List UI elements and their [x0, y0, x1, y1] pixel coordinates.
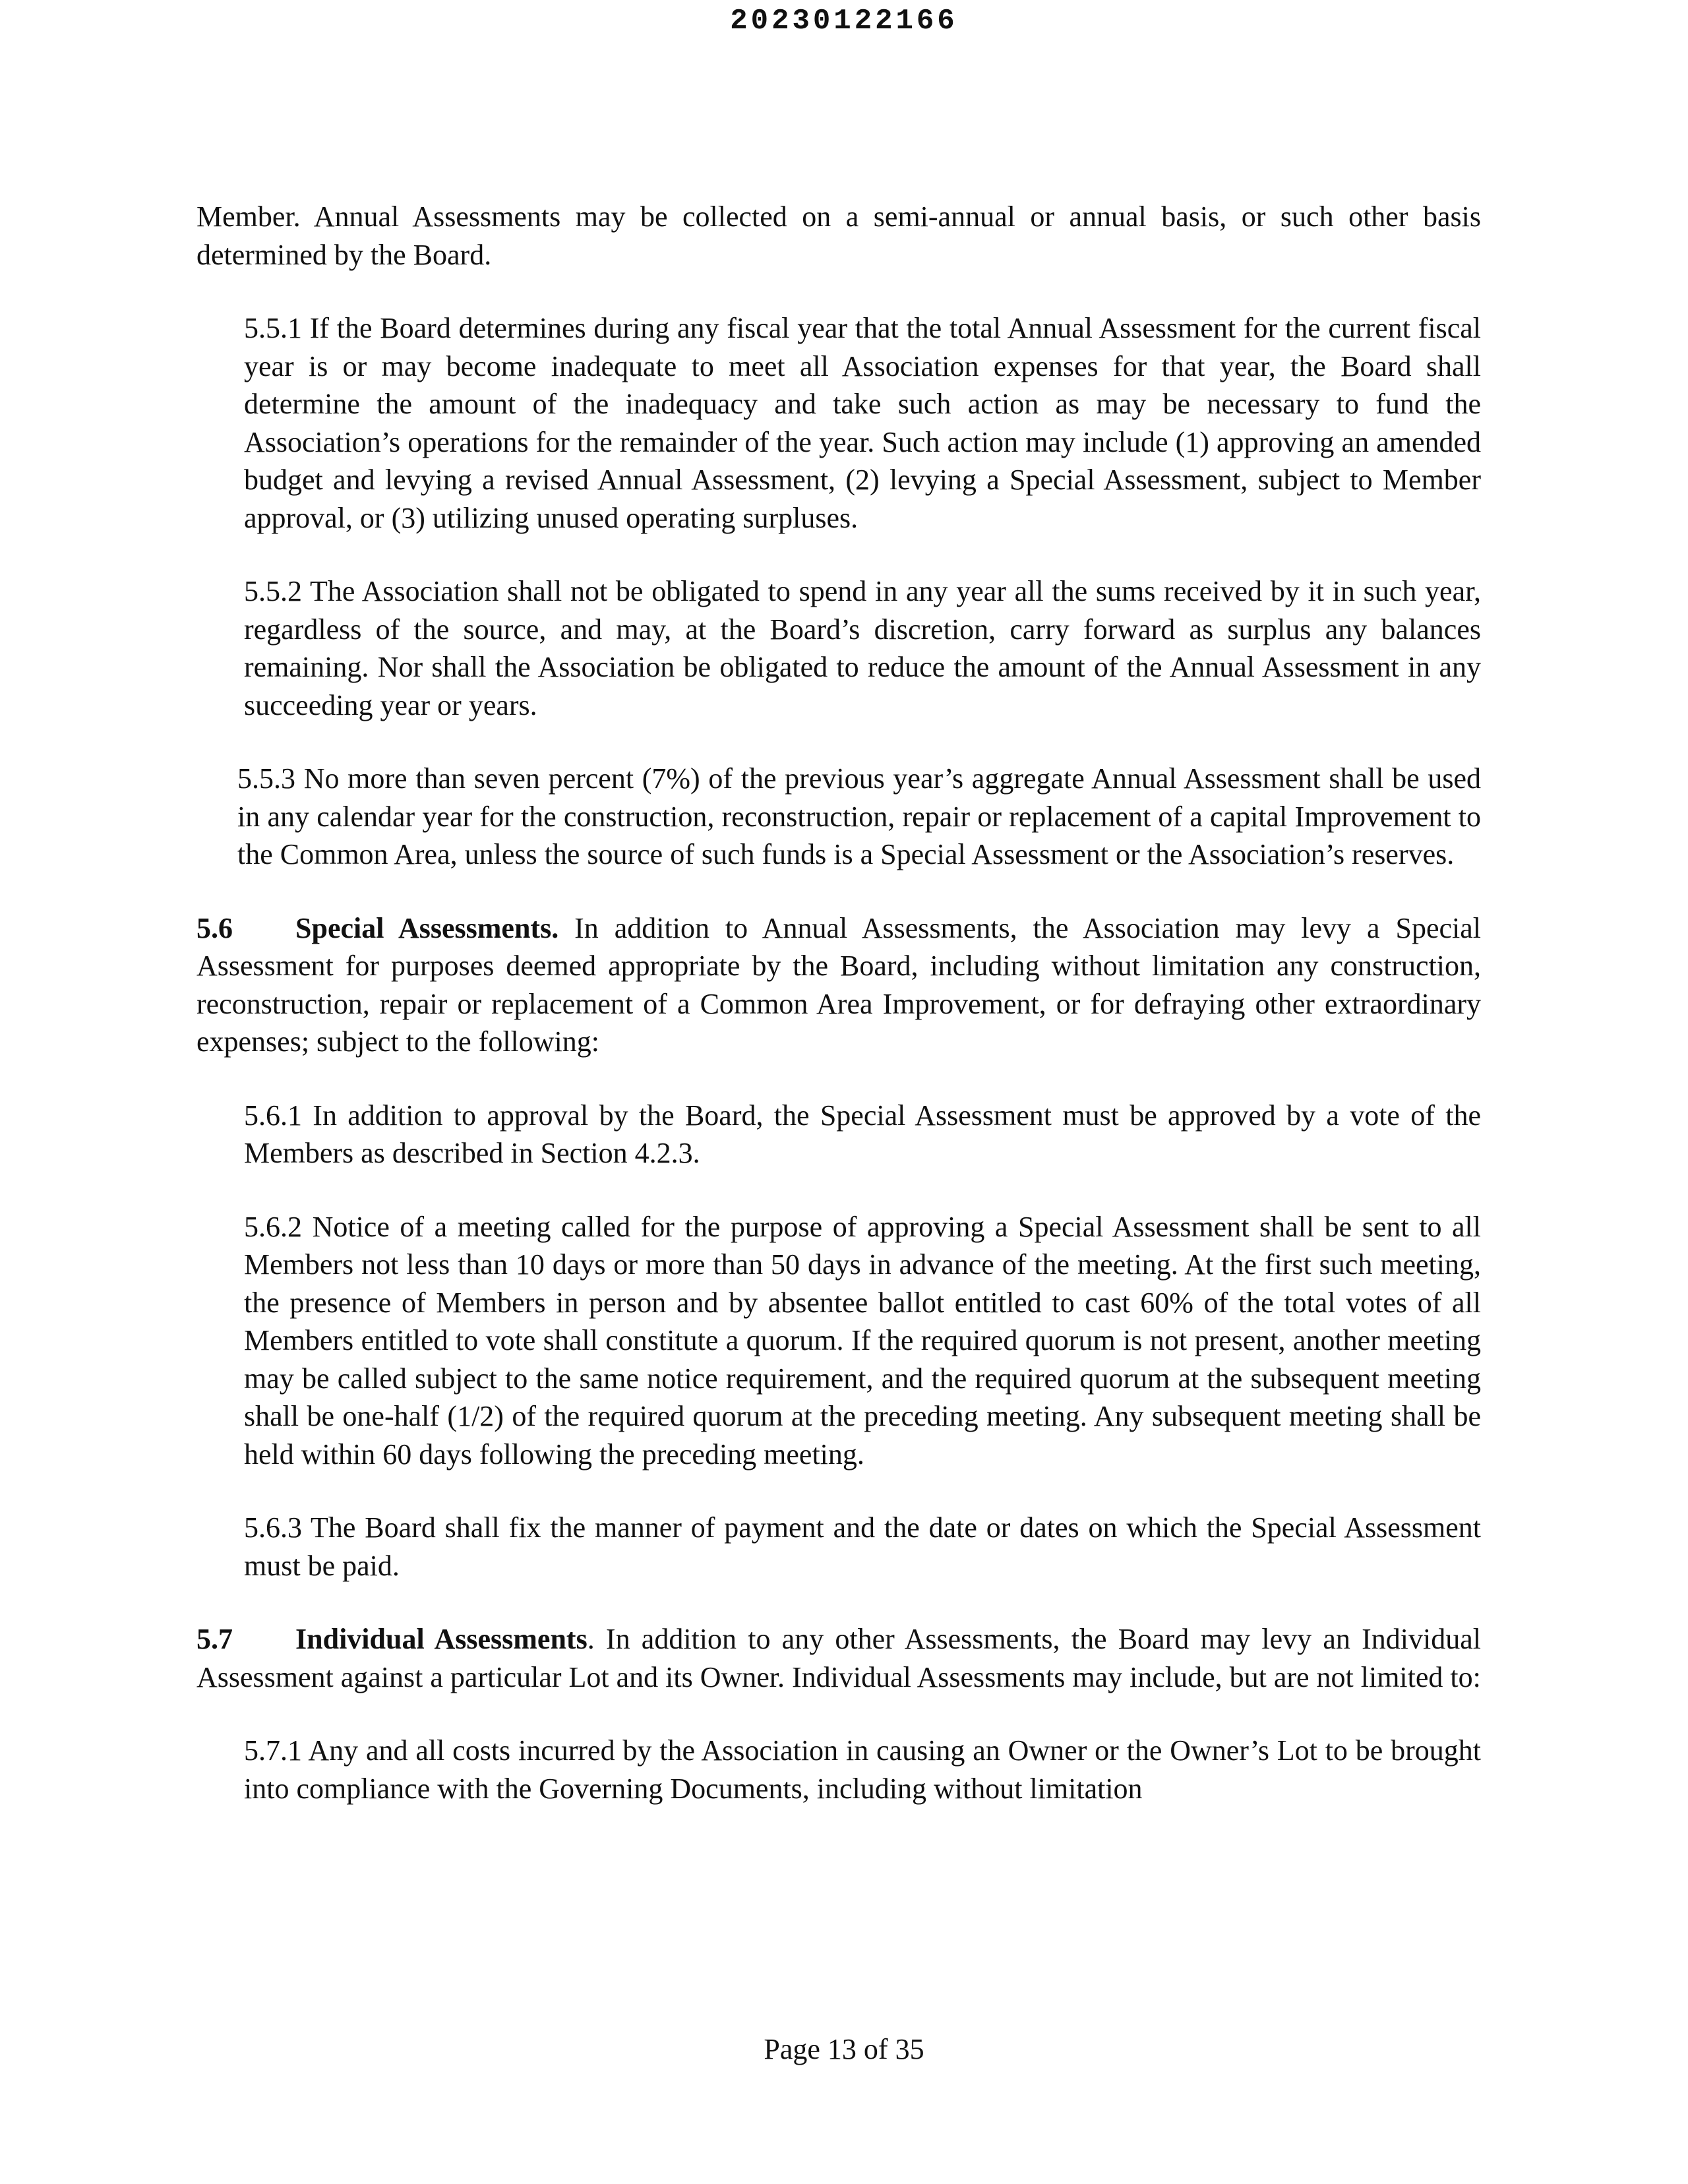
section-5-6-text: In addition to Annual Assessments, the Association may levy a Special Assessment for purposes deemed appropriate by the Board, including without limitation any construction, reconstruction, repair or replacement of a Common Area Improvement, or for defraying other extraordinary expenses; subject to the following:: [196, 911, 1481, 1058]
paragraph-5-5-3: 5.5.3 No more than seven percent (7%) of the previous year’s aggregate Annual Assessment shall be used in any calendar year for the construction, reconstruction, repair or replacement of a capital Improvement to the Common Area, unless the source of such funds is a Special Assessment or the Association’s reserves.: [237, 762, 1481, 870]
page-body: [196, 198, 1481, 1843]
paragraph-5-5-1: 5.5.1 If the Board determines during any fiscal year that the total Annual Assessment for the current fiscal year is or may become inadequate to meet all Association expenses for that year, the Board shall determine the amount of the inadequacy and take such action as may be necessary to fund the Association’s operations for the remainder of the year. Such action may include (1) approving an amended budget and levying a revised Annual Assessment, (2) levying a Special Assessment, subject to Member approval, or (3) utilizing unused operating surpluses.: [244, 312, 1481, 534]
section-5-7-title: Individual Assessments: [295, 1623, 588, 1655]
paragraph-5-7-1: 5.7.1 Any and all costs incurred by the Association in causing an Owner or the Owner’s Lot to be brought into compliance with the Governing Documents, including without limitation: [244, 1734, 1481, 1805]
section-5-6-title: Special Assessments.: [295, 911, 559, 944]
page-number: Page 13 of 35: [764, 2033, 924, 2065]
section-5-7: [196, 1620, 1481, 1696]
section-5-6-number: 5.6: [196, 911, 233, 944]
section-5-7-text: . In addition to any other Assessments, the Board may levy an Individual Assessment against a particular Lot and its Owner. Individual Assessments may include, but are not limited to:: [196, 1623, 1481, 1693]
paragraph-5-6-3: 5.6.3 The Board shall fix the manner of payment and the date or dates on which the Special Assessment must be paid.: [244, 1511, 1481, 1582]
document-number: 20230122166: [730, 5, 958, 38]
section-5-6: [196, 909, 1481, 1061]
section-5-7-number: 5.7: [196, 1623, 233, 1655]
paragraph-5-6-1: 5.6.1 In addition to approval by the Board, the Special Assessment must be approved by a vote of the Members as described in Section 4.2.3.: [244, 1099, 1481, 1169]
paragraph-intro: Member. Annual Assessments may be collected on a semi-annual or annual basis, or such other basis determined by the Board.: [196, 200, 1481, 271]
paragraph-5-6-2: 5.6.2 Notice of a meeting called for the purpose of approving a Special Assessment shall be sent to all Members not less than 10 days or more than 50 days in advance of the meeting. At the first such meeting, the presence of Members in person and by absentee ballot entitled to cast 60% of the total votes of all Members entitled to vote shall constitute a quorum. If the required quorum is not present, another meeting may be called subject to the same notice requirement, and the required quorum at the subsequent meeting shall be one-half (1/2) of the required quorum at the preceding meeting. Any subsequent meeting shall be held within 60 days following the preceding meeting.: [244, 1210, 1481, 1471]
paragraph-5-5-2: 5.5.2 The Association shall not be obligated to spend in any year all the sums received by it in such year, regardless of the source, and may, at the Board’s discretion, carry forward as surplus any balances remaining. Nor shall the Association be obligated to reduce the amount of the Annual Assessment in any succeeding year or years.: [244, 575, 1481, 721]
